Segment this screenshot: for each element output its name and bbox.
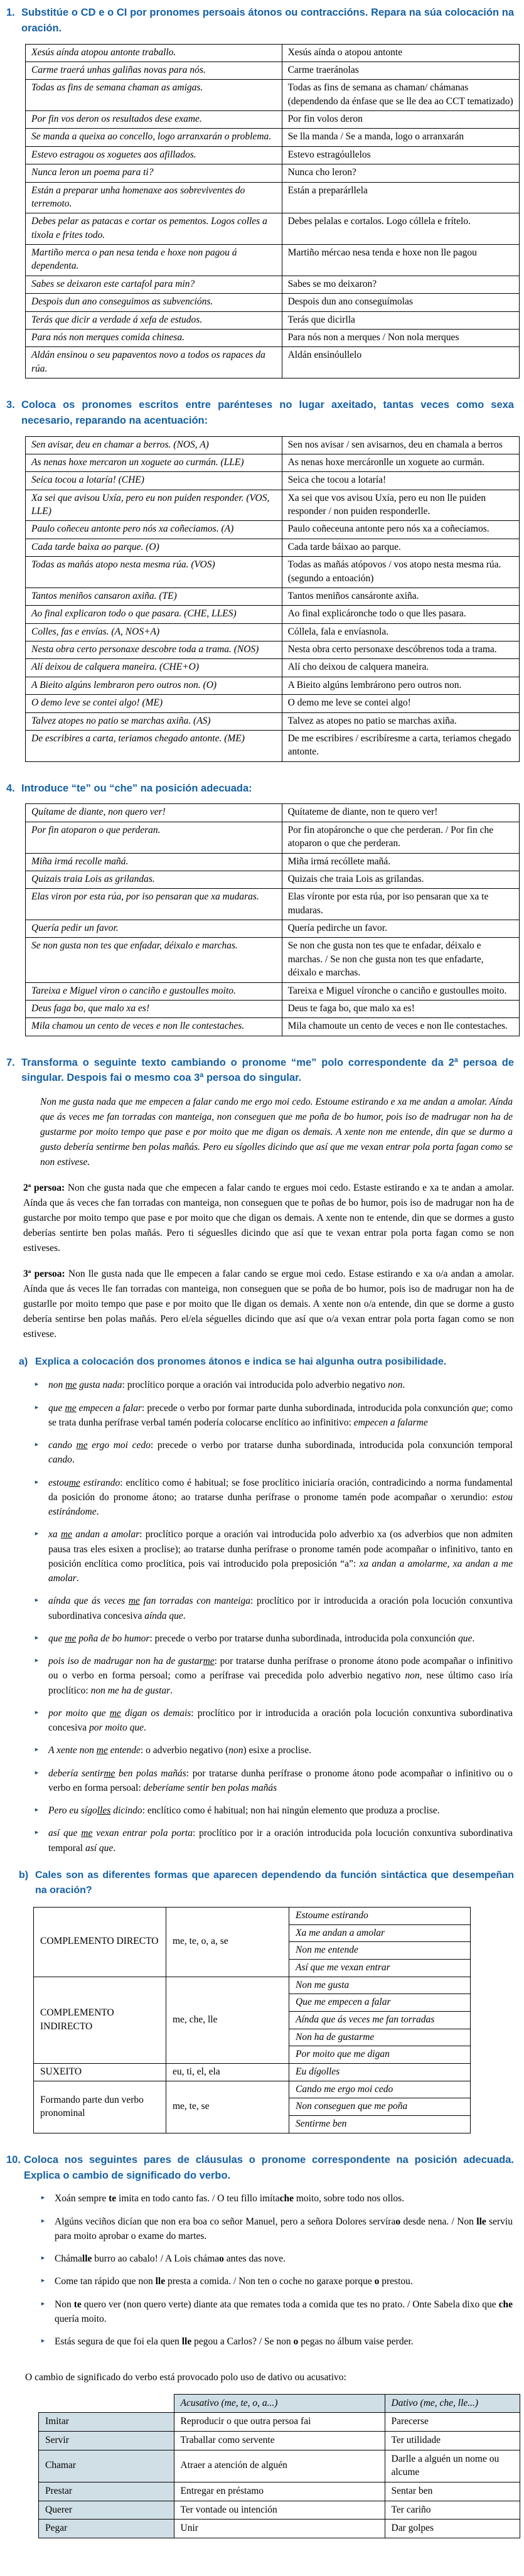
answer-sentence: Paulo coñeceuna antonte pero nós xa a coñeciamos.	[282, 521, 519, 539]
original-sentence: Para nós non merques comida chinesa.	[26, 329, 282, 346]
verb-meaning-table	[38, 2394, 520, 2539]
section-number: 1.	[6, 7, 15, 18]
bullet-text: Xoán sempre te imita en todo canto fas. / O teu fillo imítache moito, sobre todo nos ollos.	[55, 2193, 405, 2204]
example-cell: Sentirme ben	[289, 2116, 471, 2133]
answer-sentence: Debes pelalas e cortalos. Logo cóllela e frítelo.	[282, 213, 519, 245]
table-row	[26, 588, 520, 605]
answer-sentence: Sen nos avisar / sen avisarnos, deu en chamala a berros	[282, 436, 519, 454]
bullet-triangle-icon: ►	[34, 1829, 40, 1836]
original-sentence: Todas as fins de semana chaman as amigas.	[26, 80, 282, 111]
section-title: Transforma o seguinte texto cambiando o pronome “me” polo correspondente da 2ª persoa de singular. Despois fai o mesmo coa 3ª persoa do singular.	[21, 1056, 514, 1084]
verb-cell: Pegar	[39, 2520, 174, 2538]
bullet-text: estoume estirando: enclítico como é habitual; se fose proclítico iniciaría oración, contradicindo a norma fundamental da posición do pronome átono; ao tratarse dunha perífrase o pronome tamén pode acompañar o xerundio: estou estirándome.	[48, 1477, 513, 1518]
table-row	[34, 1977, 471, 1994]
section-exercise-7	[6, 1055, 516, 2133]
answer-sentence: Despois dun ano conseguímolas	[282, 294, 519, 311]
table-row	[26, 164, 520, 182]
answer-sentence: Tantos meniños cansáronte axiña.	[282, 588, 519, 605]
answer-sentence: Quería pedirche un favor.	[282, 920, 519, 938]
original-sentence: Se manda a queixa ao concello, logo arranxarán o problema.	[26, 129, 282, 146]
section-exercise-3	[6, 397, 516, 762]
answer-label: 3ª persoa:	[23, 1269, 65, 1280]
bullet-text: cando me ergo moi cedo: precede o verbo por tratarse dunha subordinada, introducida pola conxunción temporal cando.	[48, 1440, 513, 1466]
answer-text: Non che gusta nada que che empecen a falar cando te ergues moi cedo. Estaste estirando e xa te andan a amolar. Aínda que ás veces che fan torradas con manteiga, non conseguen que te poñas de bo humor, pois iso de madrugar non ha de gustarche por moito tempo que pase e por moito que che digan os demais. A xente non te entende, din que se dormes a gusto deberías sentirte ben polas mañás. Pero ti ségueslles dicindo que así que te vexan entrar pola porta fagan como se non estiveses.	[23, 1183, 515, 1254]
table-row	[26, 641, 520, 659]
subsection-a-header	[19, 1355, 514, 1370]
original-sentence: Tantos meniños cansaron axiña. (TE)	[26, 588, 282, 605]
bullet-item	[34, 1766, 513, 1796]
table-row	[26, 695, 520, 712]
subsection-label: b)	[19, 1869, 29, 1881]
example-cell: Eu dígolles	[289, 2064, 471, 2081]
dative-meaning-cell: Sentar ben	[385, 2482, 520, 2501]
section-header	[6, 2152, 516, 2184]
forms-cell: me, te, o, a, se	[166, 1907, 289, 1977]
answer-sentence: Carme traeránolas	[282, 62, 519, 79]
bullet-item	[34, 1654, 513, 1698]
section-header	[6, 781, 516, 797]
verb-cell: Querer	[39, 2501, 174, 2520]
answer-sentence: Sabes se mo deixaron?	[282, 276, 519, 293]
bullet-triangle-icon: ►	[40, 2300, 46, 2307]
bullet-text: xa me andan a amolar: proclítico porque a oración vai introducida polo adverbio xa (os adverbios que non admiten pausa tras eles esixen a proclise); ao tratarse dunha perífrase o pronome tamén pode acompañar o infinitivo, tanto en posición enclítica como proclítica, pois vai introducido pola preposición “a”: xa andan a amolarme, xa andan a me amolar.	[48, 1529, 513, 1584]
function-cell: Formando parte dun verbo pronominal	[34, 2081, 166, 2133]
original-sentence: Nunca leron un poema para ti?	[26, 164, 282, 182]
answer-sentence: Se lla manda / Se a manda, logo o arranxarán	[282, 129, 519, 146]
original-sentence: A Bieito algúns lembraron pero outros non. (O)	[26, 677, 282, 694]
example-cell: Non ha de gustarme	[289, 2029, 471, 2046]
bullet-triangle-icon: ►	[34, 1597, 40, 1604]
table-row	[26, 982, 520, 1000]
bullet-triangle-icon: ►	[34, 1441, 40, 1448]
bullet-text: pois iso de madrugar non ha de gustarme: por tratarse dunha perífrase o pronome átono pode acompañar o infinitivo ou o verbo en forma persoal; como a perífrase vai precedida polo adverbio negativo non, nese último caso iría proclítico: non me ha de gustar.	[48, 1656, 513, 1696]
bullet-item	[34, 1378, 513, 1392]
exercise7-answer-2nd-person	[23, 1181, 514, 1256]
table-row	[26, 276, 520, 293]
table-row	[26, 853, 520, 871]
original-sentence: Terás que dicir a verdade á xefa de estudos.	[26, 311, 282, 329]
bullet-item	[34, 1476, 513, 1520]
example-cell: Aínda que ás veces me fan torradas	[289, 2011, 471, 2029]
table-row	[26, 454, 520, 471]
answer-sentence: Miña irmá recóllete mañá.	[282, 853, 519, 871]
answer-sentence: Nunca cho leron?	[282, 164, 519, 182]
bullet-item	[34, 1803, 513, 1818]
answer-sentence: Cada tarde báixao ao parque.	[282, 539, 519, 556]
answer-sentence: Seica che tocou a lotaría!	[282, 472, 519, 490]
original-sentence: Elas viron por esta rúa, por iso pensaran que xa mudaras.	[26, 889, 282, 920]
bullet-triangle-icon: ►	[34, 1746, 40, 1753]
answer-sentence: Para nós non a merques / Non nola merques	[282, 329, 519, 346]
original-sentence: Aldán ensinou o seu papaventos novo a todos os rapaces da rúa.	[26, 347, 282, 378]
accusative-meaning-cell: Unir	[174, 2520, 385, 2538]
answer-sentence: Están a preparárllela	[282, 182, 519, 213]
accusative-meaning-cell: Ter vontade ou intención	[174, 2501, 385, 2520]
answer-sentence: O demo me leve se contei algo!	[282, 695, 519, 712]
original-sentence: Talvez atopes no patio se marchas axiña. (AS)	[26, 712, 282, 730]
original-sentence: Xesús aínda atopou antonte traballo.	[26, 44, 282, 62]
section-number: 4.	[6, 782, 15, 794]
table-row	[26, 213, 520, 245]
table-row	[26, 871, 520, 888]
bullet-text: que me empecen a falar: precede o verbo por formar parte dunha subordinada, introducida pola conxunción que; como se trata dunha perífrase verbal tamén podería colocarse enclítico ao infinitivo: empecen a falarme	[48, 1402, 513, 1428]
answer-sentence: Se non che gusta non tes que te enfadar, déixalo e marchas. / Se non che gusta non tes que enfadarte, déixalo e marchas.	[282, 938, 519, 982]
example-cell: Non me entende	[289, 1942, 471, 1960]
bullet-triangle-icon: ►	[34, 1709, 40, 1715]
answer-sentence: Estevo estragóullelos	[282, 146, 519, 164]
bullet-item	[34, 1631, 513, 1646]
original-sentence: Tareixa e Miguel viron o canciño e gustoulles moito.	[26, 982, 282, 1000]
section-header	[6, 5, 516, 36]
example-cell: Cando me ergo moi cedo	[289, 2081, 471, 2098]
answer-sentence: Todas as mañás atópovos / vos atopo nesta mesma rúa. (segundo a entoación)	[282, 557, 519, 588]
verb-cell: Prestar	[39, 2482, 174, 2501]
answer-sentence: Deus te faga bo, que malo xa es!	[282, 1000, 519, 1017]
original-sentence: Sen avisar, deu en chamar a berros. (NOS, A)	[26, 436, 282, 454]
bullet-triangle-icon: ►	[40, 2194, 46, 2201]
bullet-triangle-icon: ►	[34, 1381, 40, 1388]
subsection-a-bullet-list	[6, 1378, 516, 1855]
original-sentence: Nesta obra certo personaxe descobre toda a trama. (NOS)	[26, 641, 282, 659]
answer-sentence: Por fin volos deron	[282, 111, 519, 129]
original-sentence: Ao final explicaron todo o que pasara. (CHE, LLES)	[26, 606, 282, 623]
answer-sentence: Elas víronte por esta rúa, por iso pensaran que xa te mudaras.	[282, 889, 519, 920]
bullet-text: debería sentirme ben polas mañás: por tratarse dunha perífrase o pronome átono pode acompañar o infinitivo ou o verbo en forma persoal: deberíame sentir ben polas mañás	[48, 1768, 513, 1793]
bullet-item	[34, 1826, 513, 1855]
accusative-header-cell: Acusativo (me, te, o, a...)	[174, 2394, 385, 2413]
exercise4-answer-table	[25, 803, 520, 1036]
answer-sentence: Nesta obra certo personaxe descóbrenos toda a trama.	[282, 641, 519, 659]
original-sentence: Cada tarde baixa ao parque. (O)	[26, 539, 282, 556]
bullet-item	[34, 1594, 513, 1623]
bullet-triangle-icon: ►	[34, 1769, 40, 1776]
table-row	[26, 938, 520, 982]
original-sentence: Deus faga bo, que malo xa es!	[26, 1000, 282, 1017]
table-row	[26, 730, 520, 761]
table-row	[26, 677, 520, 694]
syntactic-function-table	[33, 1907, 471, 2133]
bullet-item	[34, 1743, 513, 1758]
answer-sentence: Terás que dicirlla	[282, 311, 519, 329]
original-sentence: Alí deixou de calquera maneira. (CHE+O)	[26, 659, 282, 677]
bullet-text: que me poña de bo humor: precede o verbo por tratarse dunha subordinada, introducida pola conxunción que.	[48, 1633, 475, 1644]
original-sentence: Todas as mañás atopo nesta mesma rúa. (VOS)	[26, 557, 282, 588]
answer-sentence: Alí cho deixou de calquera maneira.	[282, 659, 519, 677]
original-sentence: Paulo coñeceu antonte pero nós xa coñeciamos. (A)	[26, 521, 282, 539]
example-cell: Así que me vexan entrar	[289, 1959, 471, 1977]
section-exercise-1	[6, 5, 516, 378]
bullet-item	[40, 2214, 513, 2244]
table-header-row	[39, 2394, 520, 2413]
table-row	[26, 347, 520, 378]
answer-sentence: Martiño mércao nesa tenda e hoxe non lle pagou	[282, 245, 519, 276]
table-row	[26, 822, 520, 853]
subsection-title: Cales son as diferentes formas que aparecen dependendo da función sintáctica que desempeñan na oración?	[35, 1869, 514, 1896]
table-row	[34, 2064, 471, 2081]
function-cell: COMPLEMENTO DIRECTO	[34, 1907, 166, 1977]
function-cell: COMPLEMENTO INDIRECTO	[34, 1977, 166, 2063]
table-row	[34, 2081, 471, 2098]
original-sentence: De escribires a carta, teriamos chegado antonte. (ME)	[26, 730, 282, 761]
dative-accusative-note: O cambio de significado do verbo está provocado polo uso de dativo ou acusativo:	[25, 2372, 346, 2383]
section-exercise-10	[6, 2152, 516, 2538]
function-cell: SUXEITO	[34, 2064, 166, 2081]
table-row	[39, 2413, 520, 2432]
original-sentence: Martiño merca o pan nesa tenda e hoxe non pagou á dependenta.	[26, 245, 282, 276]
bullet-item	[34, 1401, 513, 1430]
table-row	[26, 44, 520, 62]
table-row	[26, 80, 520, 111]
bullet-text: Non te quero ver (non quero verte) diante ata que remates toda a comida que tes no prato. / Onte Sabela dixo que che quería moito.	[55, 2299, 513, 2324]
bullet-text: A xente non me entende: o adverbio negativo (non) esixe a proclise.	[48, 1745, 311, 1756]
original-sentence: Estevo estragou os xoguetes aos afillados.	[26, 146, 282, 164]
table-row	[26, 62, 520, 79]
table-row	[26, 920, 520, 938]
dative-meaning-cell: Ter cariño	[385, 2501, 520, 2520]
original-sentence: Debes pelar as patacas e cortar os pementos. Logos colles a tixola e frites todo.	[26, 213, 282, 245]
bullet-triangle-icon: ►	[34, 1657, 40, 1664]
section-title: Coloca os pronomes escritos entre parénteses no lugar axeitado, tantas veces como sexa necesario, reparando na acentuación:	[21, 399, 514, 426]
accusative-meaning-cell: Traballar como servente	[174, 2431, 385, 2450]
original-sentence: Carme traerá unhas galiñas novas para nós.	[26, 62, 282, 79]
dative-header-cell: Dativo (me, che, lle...)	[385, 2394, 520, 2413]
section-title: Substitúe o CD e o CI por pronomes persoais átonos ou contraccións. Repara na súa colocación na oración.	[21, 7, 514, 34]
bullet-triangle-icon: ►	[40, 2217, 46, 2224]
table-row	[26, 472, 520, 490]
bullet-item	[34, 1438, 513, 1468]
example-cell: Non me gusta	[289, 1977, 471, 1994]
table-row	[26, 245, 520, 276]
answer-sentence: Cóllela, fala e envíasnola.	[282, 623, 519, 641]
table-row	[39, 2520, 520, 2538]
subsection-b-header	[19, 1868, 514, 1898]
bullet-item	[40, 2334, 513, 2349]
bullet-triangle-icon: ►	[40, 2255, 46, 2262]
verb-cell: Servir	[39, 2431, 174, 2450]
bullet-triangle-icon: ►	[34, 1530, 40, 1537]
original-sentence: Colles, fas e envías. (A, NOS+A)	[26, 623, 282, 641]
table-row	[26, 521, 520, 539]
original-sentence: Sabes se deixaron este cartafol para min?	[26, 276, 282, 293]
exercise7-answer-3rd-person	[23, 1267, 514, 1342]
table-row	[26, 539, 520, 556]
table-row	[26, 804, 520, 822]
exercise3-answer-table	[25, 436, 520, 762]
table-row	[39, 2450, 520, 2482]
section-header	[6, 397, 516, 429]
section-title: Coloca nos seguintes pares de cláusulas o pronome correspondente na posición adecuada. Explica o cambio de significado do verbo.	[24, 2154, 514, 2181]
original-sentence: Quítame de diante, non quero ver!	[26, 804, 282, 822]
original-sentence: Por fin atoparon o que perderan.	[26, 822, 282, 853]
example-cell: Que me empecen a falar	[289, 1994, 471, 2012]
forms-cell: me, che, lle	[166, 1977, 289, 2063]
forms-cell: eu, ti, el, ela	[166, 2064, 289, 2081]
accusative-meaning-cell: Entregar en préstamo	[174, 2482, 385, 2501]
example-cell: Non conseguen que me poña	[289, 2098, 471, 2116]
bullet-item	[34, 1706, 513, 1736]
accusative-meaning-cell: Atraer a atención de alguén	[174, 2450, 385, 2482]
example-cell: Estoume estirando	[289, 1907, 471, 1924]
dative-meaning-cell: Parecerse	[385, 2413, 520, 2432]
bullet-text: non me gusta nada: proclítico porque a oración vai introducida polo adverbio negativo non.	[48, 1380, 405, 1391]
bullet-triangle-icon: ►	[34, 1634, 40, 1641]
bullet-triangle-icon: ►	[34, 1403, 40, 1410]
subsection-label: a)	[19, 1356, 28, 1368]
table-row	[26, 490, 520, 521]
original-sentence: Xa sei que avisou Uxía, pero eu non puiden responder. (VOS, LLE)	[26, 490, 282, 521]
answer-sentence: Xa sei que vos avisou Uxía, pero eu non lle puiden responder / non puiden responderlle.	[282, 490, 519, 521]
answer-sentence: Ao final explicáronche todo o que lles pasara.	[282, 606, 519, 623]
original-sentence: Seica tocou a lotaría! (CHE)	[26, 472, 282, 490]
table-row	[26, 1000, 520, 1017]
table-row	[26, 712, 520, 730]
section-number: 3.	[6, 399, 15, 411]
section-title: Introduce “te” ou “che” na posición adecuada:	[21, 782, 252, 794]
bullet-item	[40, 2251, 513, 2266]
table-row	[39, 2431, 520, 2450]
original-sentence: O demo leve se contei algo! (ME)	[26, 695, 282, 712]
table-row	[26, 329, 520, 346]
original-sentence: Mila chamou un cento de veces e non lle contestaches.	[26, 1018, 282, 1036]
verb-cell: Imitar	[39, 2413, 174, 2432]
accusative-meaning-cell: Reproducir o que outra persoa fai	[174, 2413, 385, 2432]
bullet-item	[34, 1527, 513, 1586]
bullet-text: Chámalle burro ao cabalo! / A Lois chámao antes das nove.	[55, 2253, 286, 2265]
table-row	[26, 1018, 520, 1036]
table-row	[26, 182, 520, 213]
table-row	[26, 129, 520, 146]
bullet-text: por moito que me digan os demais: proclítico por ir introducida a oración pola locución conxuntiva subordinativa concesiva por moito que.	[48, 1707, 513, 1734]
bullet-text: Come tan rápido que non lle presta a comida. / Non ten o coche no garaxe porque o prestou.	[55, 2276, 413, 2287]
table-row	[26, 311, 520, 329]
dative-meaning-cell: Ter utilidade	[385, 2431, 520, 2450]
table-row	[34, 1907, 471, 1924]
exercise1-answer-table	[25, 44, 520, 379]
bullet-text: Pero eu sígolles dicindo: enclítico como é habitual; non hai ningún elemento que produza a proclise.	[48, 1805, 440, 1817]
answer-sentence: Quizais che traia Lois as grilandas.	[282, 871, 519, 888]
bullet-text: Estás segura de que foi ela quen lle pegou a Carlos? / Se non o pegas no álbum vaise perder.	[55, 2336, 414, 2348]
bullet-item	[40, 2274, 513, 2289]
table-row	[39, 2482, 520, 2501]
answer-sentence: Por fin atopáronche o que che perderan. / Por fin che atoparon o que che perderan.	[282, 822, 519, 853]
original-sentence: Por fin vos deron os resultados dese exame.	[26, 111, 282, 129]
verb-cell: Chamar	[39, 2450, 174, 2482]
section-number: 7.	[6, 1056, 15, 1068]
answer-text: Non lle gusta nada que lle empecen a falar cando se ergue moi cedo. Estase estirando e xa o/a andan a amolar. Aínda que ás veces lle fan torradas con manteiga, non conseguen que se poña de bo humor, pois iso de madrugar non ha de gustarlle por moito tempo que pase e por moito que lle digan os demais. A xente non o/a entende, din que se dorme a gusto debería sentirse ben polas mañás. Pero el/ela séguelles dicindo que así que o/a vexan entrar pola porta fagan como se non estivese.	[23, 1269, 514, 1340]
subsection-title: Explica a colocación dos pronomes átonos e indica se hai algunha outra posibilidade.	[35, 1356, 447, 1368]
answer-sentence: Aldán ensinóullelo	[282, 347, 519, 378]
bullet-item	[40, 2297, 513, 2327]
answer-sentence: De me escribires / escribíresme a carta, teriamos chegado antonte.	[282, 730, 519, 761]
bullet-text: aínda que ás veces me fan torradas con manteiga: proclítico por ir introducida a oración pola locución conxuntiva subordinativa concesiva aínda que.	[48, 1596, 513, 1621]
answer-sentence: Mila chamoute un cento de veces e non lle contestaches.	[282, 1018, 519, 1036]
answer-sentence: Tareixa e Miguel víronche o canciño e gustoulles moito.	[282, 982, 519, 1000]
original-sentence: As nenas hoxe mercaron un xoguete ao curmán. (LLE)	[26, 454, 282, 471]
section-exercise-4	[6, 781, 516, 1036]
answer-sentence: Talvez as atopes no patio se marchas axiña.	[282, 712, 519, 730]
bullet-item	[40, 2191, 513, 2206]
answer-sentence: Quítateme de diante, non te quero ver!	[282, 804, 519, 822]
table-row	[26, 294, 520, 311]
table-row	[26, 606, 520, 623]
original-sentence: Despois dun ano conseguimos as subvencións.	[26, 294, 282, 311]
answer-sentence: A Bieito algúns lembrárono pero outros non.	[282, 677, 519, 694]
table-row	[26, 146, 520, 164]
example-cell: Xa me andan a amolar	[289, 1924, 471, 1942]
answer-sentence: Xesús aínda o atopou antonte	[282, 44, 519, 62]
section-number: 10.	[6, 2154, 21, 2165]
example-cell: Por moito que me digan	[289, 2046, 471, 2064]
table-row	[39, 2501, 520, 2520]
original-sentence: Miña irmá recolle mañá.	[26, 853, 282, 871]
bullet-triangle-icon: ►	[40, 2337, 46, 2344]
original-sentence: Quería pedir un favor.	[26, 920, 282, 938]
table-row	[26, 111, 520, 129]
exercise10-bullet-list	[6, 2191, 516, 2349]
answer-label: 2ª persoa:	[23, 1183, 65, 1194]
table-row	[26, 557, 520, 588]
bullet-text: así que me vexan entrar pola porta: proclítico por ir a oración introducida pola locución conxuntiva subordinativa temporal así que.	[48, 1828, 513, 1854]
table-row	[26, 436, 520, 454]
section-header	[6, 1055, 516, 1087]
forms-cell: me, te, se	[166, 2081, 289, 2133]
blank-header-cell	[39, 2394, 174, 2413]
bullet-triangle-icon: ►	[34, 1806, 40, 1813]
bullet-triangle-icon: ►	[34, 1478, 40, 1485]
table-row	[26, 659, 520, 677]
original-sentence: Están a preparar unha homenaxe aos sobreviventes do terremoto.	[26, 182, 282, 213]
dative-meaning-cell: Dar golpes	[385, 2520, 520, 2538]
bullet-triangle-icon: ►	[40, 2277, 46, 2284]
answer-sentence: Todas as fins de semana as chaman/ chámanas (dependendo da énfase que se lle dea ao CCT tematizado)	[282, 80, 519, 111]
original-sentence: Quizais traia Lois as grilandas.	[26, 871, 282, 888]
dative-meaning-cell: Darlle a alguén un nome ou alcume	[385, 2450, 520, 2482]
bullet-text: Algúns veciños dicían que non era boa co señor Manuel, pero a señora Dolores servírao desde nena. / Non lle serviu para moito aprobar o exame do martes.	[55, 2216, 513, 2241]
answer-sentence: As nenas hoxe mercáronlle un xoguete ao curmán.	[282, 454, 519, 471]
exercise7-source-text: Non me gusta nada que me empecen a falar cando me ergo moi cedo. Estoume estirando e xa me andan a amolar. Aínda que ás veces me fan torradas con manteiga, non conseguen que me poña de bo humor, pois iso de madrugar non ha de gustarme por moito tempo que pase e por moito que me digan os demais. A xente non me entende, din que se durmo a gusto debería sentirme ben polas mañás. Pero eu sígolles dicindo que así que me vexan entrar pola porta fagan como se non estivese.	[40, 1097, 513, 1168]
table-row	[26, 889, 520, 920]
original-sentence: Se non gusta non tes que enfadar, déixalo e marchas.	[26, 938, 282, 982]
table-row	[26, 623, 520, 641]
